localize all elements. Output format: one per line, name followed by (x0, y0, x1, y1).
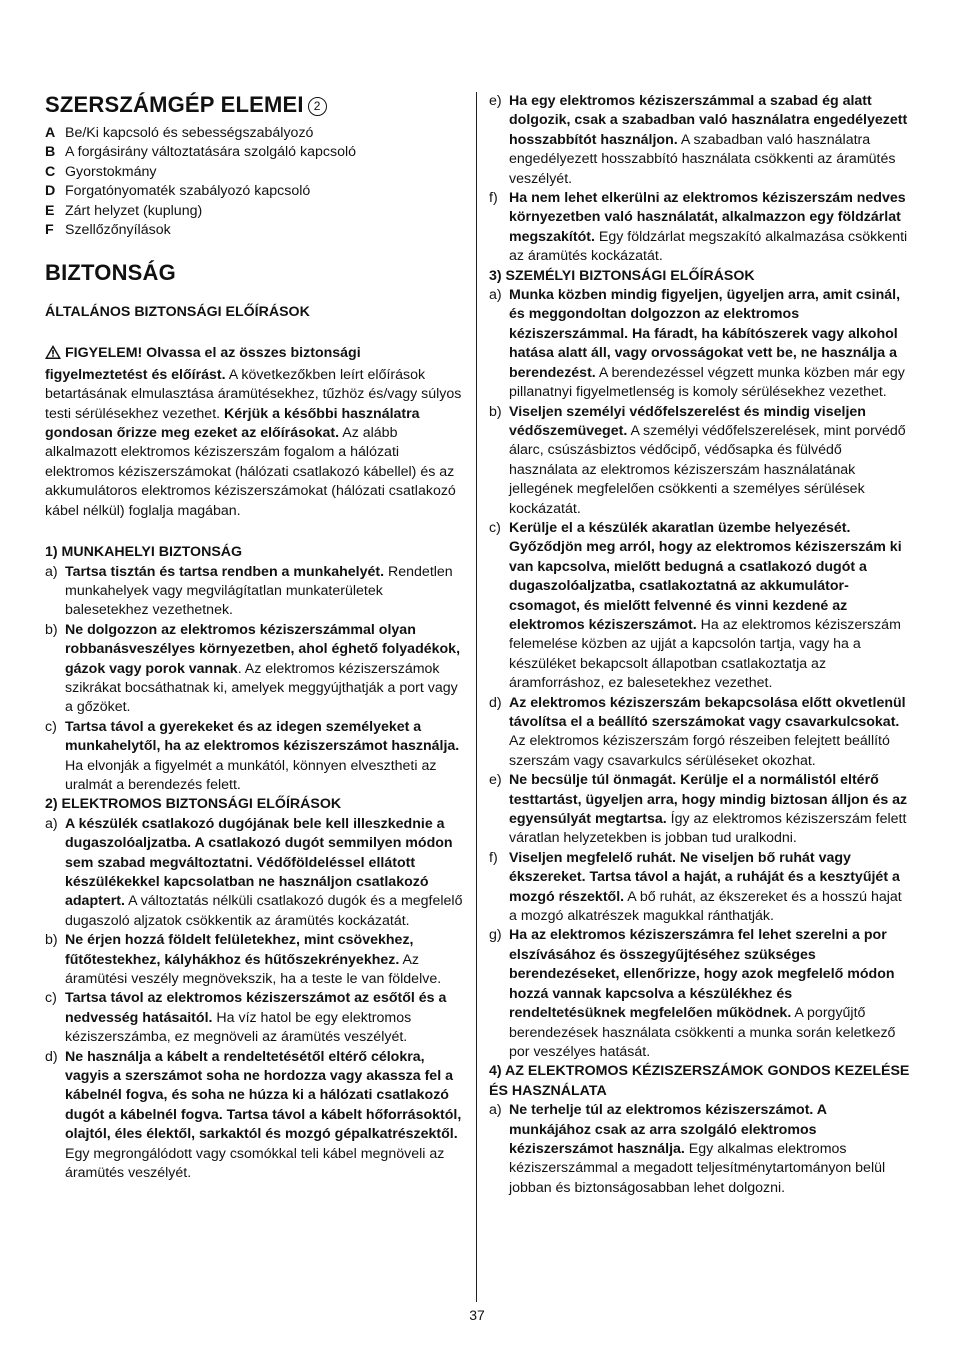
item-text: Rendetlen munkahelyek vagy megvilágítatlan munkaterületek balesetekhez vezethetnek. (65, 563, 453, 619)
section-heading-tool-care: 4) AZ ELEKTROMOS KÉZISZERSZÁMOK GONDOS KEZELÉSE ÉS HASZNÁLATA (489, 1063, 910, 1099)
item-marker: a) (45, 563, 58, 580)
section-heading-electrical: 2) ELEKTROMOS BIZTONSÁGI ELŐÍRÁSOK (45, 796, 342, 813)
item-bold-text: Az elektromos kéziszerszám bekapcsolása előtt okvetlenül távolítsa el a beállító szerszámokat vagy csavarkulcsokat. (509, 694, 906, 730)
list-item (45, 931, 465, 989)
part-text: A forgásirány változtatására szolgáló kapcsoló (65, 144, 357, 161)
column-divider (476, 92, 477, 1302)
list-item (489, 771, 911, 849)
list-item (45, 202, 465, 221)
item-text: Ha víz hatol be egy elektromos kéziszerszámba, ez megnöveli az áramütés veszélyét. (65, 1009, 412, 1046)
right-column (489, 92, 911, 1198)
item-bold-text: Viseljen személyi védőfelszerelést és mindig viseljen védőszemüveget. (509, 403, 866, 439)
item-text: A szabadban való használatra engedélyezett hosszabbító használata csökkenti az áramütés veszélyét. (509, 131, 896, 187)
list-item (489, 92, 911, 189)
item-bold-text: Kerülje el a készülék akaratlan üzembe helyezését. Győződjön meg arról, hogy az elektromos kéziszerszám ki van kapcsolva, mielőtt bedugná a csatlakozó dugót a dugaszolóaljzatba, csatlakoztatná az akkumulátor-csomagot, és mielőtt felvenné és vinni kezdené az elektromos kéziszerszámot. (509, 519, 902, 633)
part-letter: E (45, 202, 55, 219)
item-marker: a) (489, 287, 502, 304)
item-marker: c) (45, 990, 57, 1007)
item-bold-text: Ne dolgozzon az elektromos kéziszerszámmal olyan robbanásveszélyes környezetben, ahol éghető folyadékok, gázok vagy porok vannak (65, 621, 461, 677)
item-bold-text: Tartsa távol a gyerekeket és az idegen személyeket a munkahelytől, ha az elektromos kéziszerszámot használja. (65, 718, 460, 755)
item-text: Egy földzárlat megszakító alkalmazása csökkenti az áramütés kockázatát. (509, 228, 908, 265)
list-item (489, 403, 911, 519)
item-text: Egy alkalmas elektromos kéziszerszámmal a megadott teljesítménytartományon belül jobban és biztonságosabban lehet dolgozni. (509, 1140, 886, 1196)
item-bold-text: Ha az elektromos kéziszerszámra fel lehet szerelni a por elszívásához és összegyűjtéséhez szükséges berendezéseket, ellenőrizze, hogy azok megfelelő módon hozzá vannak kapcsolva a készülékhez és rendeltetésüknek megfelelően működnek. (509, 927, 895, 1022)
item-text: A személyi védőfelszerelések, mint porvédő álarc, csúszásbiztos védőcipő, védősapka és fülvédő használata az elektromos kéziszerszám használatának jellegének megfelelően csökkenti a személyes sérülések kockázatát. (509, 422, 906, 517)
item-bold-text: Ne terhelje túl az elektromos kéziszerszámot. A munkájához csak az arra szolgáló elektromos kéziszerszámot használja. (509, 1102, 827, 1157)
list-item (45, 718, 465, 796)
item-text: Az áramütési veszély megnövekszik, ha a teste le van földelve. (65, 951, 442, 988)
part-text: Be/Ki kapcsoló és sebességszabályozó (65, 125, 314, 141)
item-text: Így az elektromos kéziszerszám felett váratlan helyzetekben is jobban tud uralkodni. (509, 811, 907, 847)
item-marker: d) (45, 1048, 58, 1065)
part-text: Szellőzőnyílások (65, 222, 171, 239)
list-item (489, 849, 911, 927)
part-text: Zárt helyzet (kuplung) (65, 202, 203, 219)
item-marker: f) (489, 190, 498, 207)
list-item (489, 519, 911, 694)
part-text: Forgatónyomaték szabályozó kapcsoló (65, 183, 311, 200)
item-text: Ha az elektromos kéziszerszám felemelése közben az ujját a kapcsolón tartja, vagy ha a készüléket bekapcsolt állapotban csatlakoztatja az áramforráshoz, ez balesetekhez vezethet. (509, 616, 901, 692)
part-letter: D (45, 183, 56, 200)
list-item (45, 221, 465, 240)
item-text: A porgyűjtő berendezések használata csökkenti a munka során keletkező por veszélyes hatását. (509, 1005, 896, 1060)
parts-list (45, 124, 465, 240)
item-bold-text: Ne érjen hozzá földelt felületekhez, mint csövekhez, fűtőtestekhez, kályhákhoz és hűtőszekrényekhez. (65, 932, 414, 968)
section-title-tool-parts (45, 92, 465, 118)
list-item (489, 189, 911, 267)
list-item (45, 163, 465, 182)
page-number: 37 (469, 1307, 485, 1323)
part-letter: A (45, 125, 56, 141)
list-item (489, 1101, 911, 1198)
item-bold-text: Ne becsülje túl önmagát. Kerülje el a normálistól eltérő testtartást, ügyeljen arra, hogy mindig biztosan álljon és az egyensúlyát megtartsa. (509, 772, 908, 828)
list-item (45, 124, 465, 143)
list-item (45, 815, 465, 931)
warning-text: Az alább alkalmazott elektromos kéziszerszám fogalom a hálózati elektromos kéziszerszámokat (hálózati csatlakozó kábellel) és az akkumulátoros elektromos kéziszerszámokat (hálózati csatlakozó kábel nélkül) foglalja magában. (45, 425, 456, 519)
item-text: Az elektromos kéziszerszám forgó részeiben felejtett beállító szerszám vagy csavarkulcs sérüléseket okozhat. (509, 733, 890, 769)
warning-triangle-icon (45, 345, 61, 365)
general-safety-heading: ÁLTALÁNOS BIZTONSÁGI ELŐÍRÁSOK (45, 304, 310, 321)
warning-bold-text: FIGYELEM! Olvassa el az összes biztonsági figyelmeztetést és előírást. (45, 345, 361, 383)
item-text: Ha elvonják a figyelmét a munkától, könnyen elvesztheti az uralmát a berendezés felett. (65, 757, 437, 793)
item-bold-text: A készülék csatlakozó dugójának bele kell illeszkednie a dugaszolóaljzatba. A csatlakozó dugót semmilyen módon sem szabad megváltoztatni. Védőföldeléssel ellátott készülékekkel kapcsolatban ne használjon csatlakozó adaptert. (65, 815, 453, 910)
item-marker: b) (45, 621, 58, 638)
item-marker: g) (489, 927, 502, 944)
item-marker: e) (489, 772, 502, 789)
item-bold-text: Ha nem lehet elkerülni az elektromos kéziszerszám nedves környezetben való használatát, alkalmazzon egy földzárlat megszakítót. (509, 190, 906, 245)
item-marker: d) (489, 694, 502, 711)
item-bold-text: Viseljen megfelelő ruhát. Ne viseljen bő ruhát vagy ékszereket. Tartsa távol a haját, a ruháját és a kesztyűjét a mozgó részektől. (509, 849, 900, 905)
item-marker: b) (489, 403, 502, 420)
list-item (45, 182, 465, 201)
item-text: A bő ruhát, az ékszereket és a hosszú hajat a mozgó alkatrészek magukkal ránthatják. (509, 888, 902, 925)
section-heading-work-area: 1) MUNKAHELYI BIZTONSÁG (45, 544, 243, 561)
list-item (489, 694, 911, 772)
part-letter: F (45, 222, 54, 239)
item-text: A változtatás nélküli csatlakozó dugók és a megfelelő dugaszoló aljzatok csökkentik az áramütés kockázatát. (65, 893, 463, 929)
warning-text: A következőkben leírt előírások betartásának elmulasztása áramütésekhez, tűzhöz és/vagy súlyos testi sérülésekhez vezethet. (45, 366, 462, 422)
item-bold-text: Munka közben mindig figyeljen, ügyeljen arra, amit csinál, és meggondoltan dolgozzon az elektromos kéziszerszámmal. Ha fáradt, ha kábítószerek vagy alkohol hatása alatt áll, vagy orvosságokat vett be, ne használja a berendezést. (509, 287, 901, 381)
item-marker: a) (45, 815, 58, 832)
list-item (45, 143, 465, 162)
item-marker: c) (45, 718, 57, 735)
list-item (489, 286, 911, 402)
part-text: Gyorstokmány (65, 163, 157, 180)
list-item (489, 926, 911, 1062)
item-bold-text: Tartsa távol az elektromos kéziszerszámot az esőtől és a nedvesség hatásaitól. (65, 990, 447, 1026)
figure-reference-badge: 2 (308, 97, 327, 116)
part-letter: C (45, 163, 56, 180)
tool-parts-title: SZERSZÁMGÉP ELEMEI (45, 92, 304, 117)
item-text: Egy megrongálódott vagy csomókkal teli kábel megnöveli az áramütés veszélyét. (65, 1145, 445, 1182)
item-bold-text: Ha egy elektromos kéziszerszámmal a szabad ég alatt dolgozik, csak a szabadban való használatra engedélyezett hosszabbítót használjon. (509, 93, 908, 148)
item-marker: c) (489, 519, 501, 536)
item-bold-text: Tartsa tisztán és tartsa rendben a munkahelyét. (65, 563, 385, 580)
item-text: . Az elektromos kéziszerszámok szikrákat bocsáthatnak ki, amelyek meggyújthatják a port vagy a gőzöket. (65, 660, 458, 716)
item-marker: f) (489, 849, 498, 866)
list-item (45, 989, 465, 1047)
section-heading-personal: 3) SZEMÉLYI BIZTONSÁGI ELŐÍRÁSOK (489, 267, 755, 284)
left-column (45, 92, 465, 1184)
item-marker: a) (489, 1102, 502, 1119)
item-bold-text: Ne használja a kábelt a rendeltetésétől eltérő célokra, vagyis a szerszámot soha ne hordozza vagy akassza fel a kábelnél fogva, és soha ne húzza ki a hálózati csatlakozó dugót a kábelnél fogva. Tartsa távol a kábelt hőforrásoktól, olajtól, éles élektől, sarkaktól és mozgó gépalkatrészektől. (65, 1048, 462, 1143)
item-marker: e) (489, 93, 502, 109)
warning-paragraph (45, 344, 465, 521)
part-letter: B (45, 144, 56, 161)
list-item (45, 1048, 465, 1184)
list-item (45, 621, 465, 718)
section-title-safety: BIZTONSÁG (45, 260, 176, 286)
warning-bold-text: Kérjük a későbbi használatra gondosan őrizze meg ezeket az előírásokat. (45, 405, 420, 442)
list-item (45, 563, 465, 621)
item-text: A berendezéssel végzett munka közben már egy pillanatnyi figyelmetlenség is komoly sérülésekhez vezethet. (509, 364, 905, 401)
item-marker: b) (45, 932, 58, 949)
